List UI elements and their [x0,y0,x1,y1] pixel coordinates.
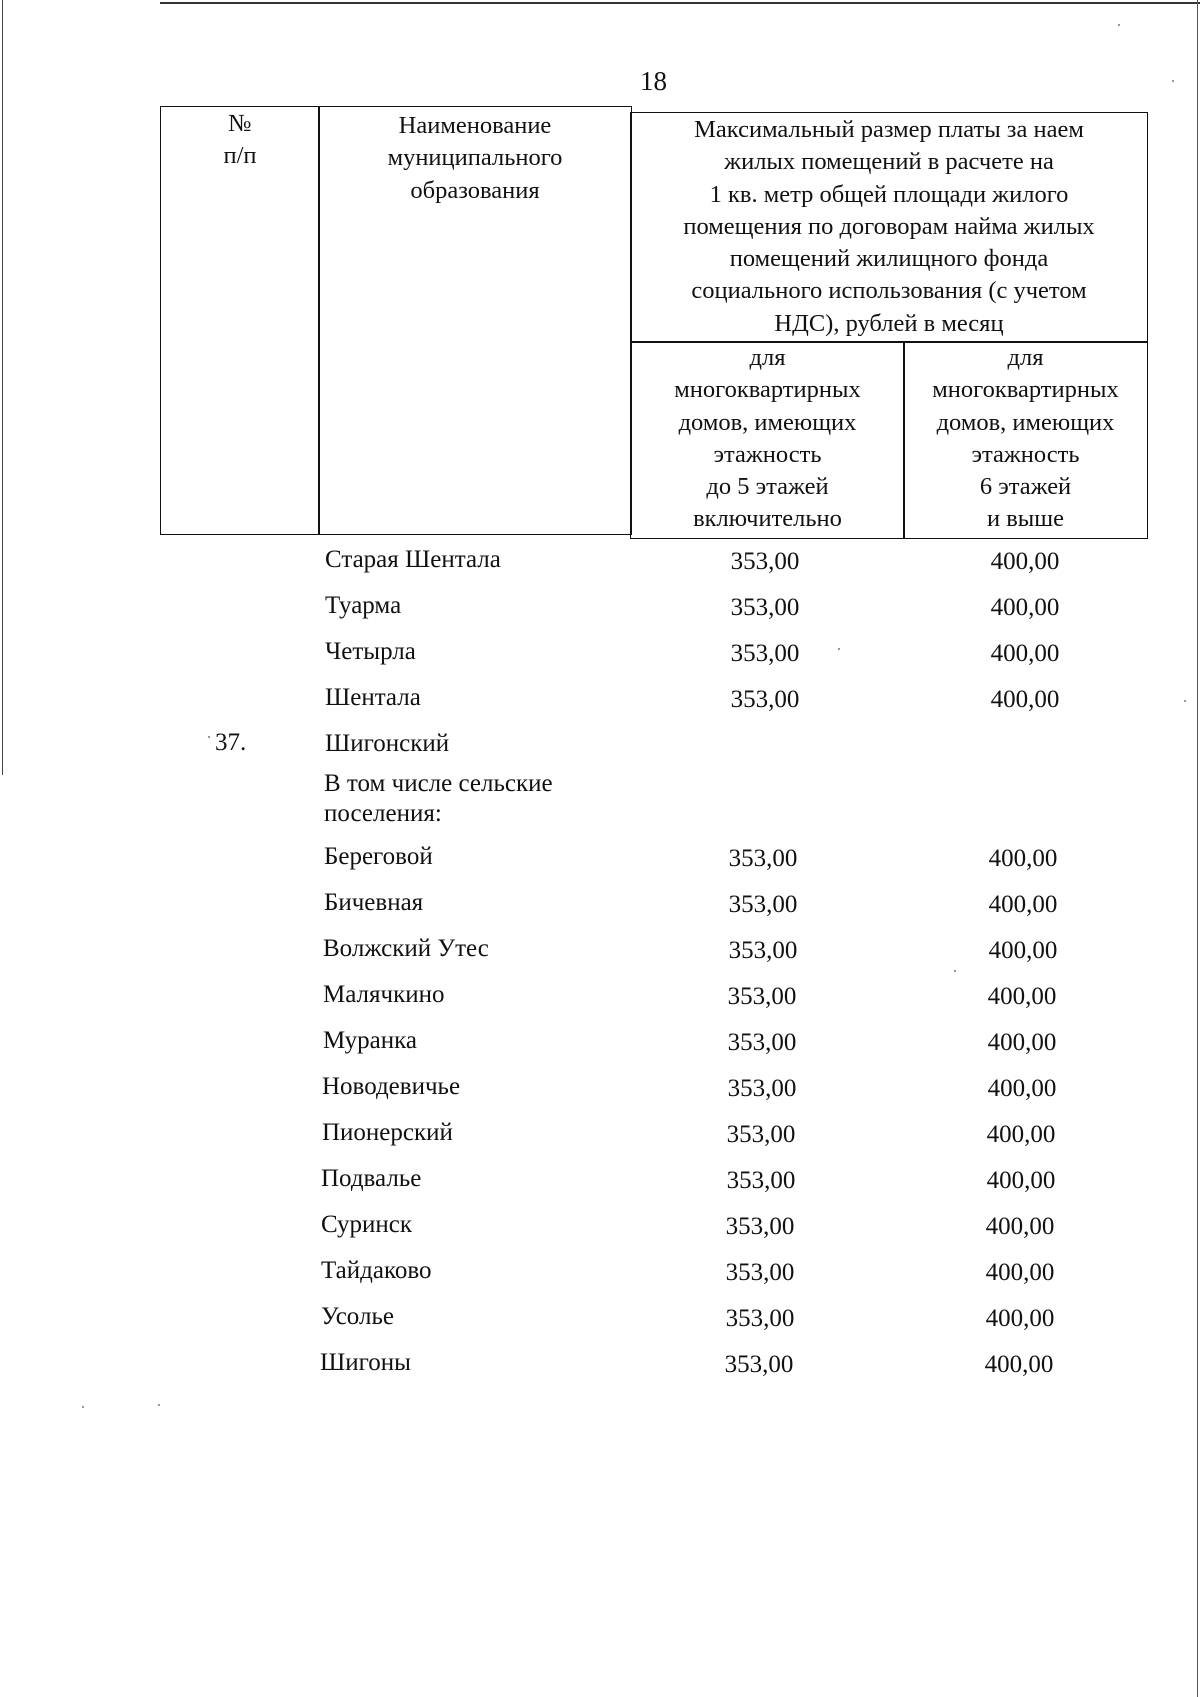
row-value-col1: 353,00 [726,1121,796,1148]
row-value-col2: 400,00 [986,1121,1056,1148]
row-name-line: поселения: [324,800,442,827]
scan-speck [1118,24,1120,26]
row-name [324,769,553,829]
header-max-line: помещения по договорам найма жилых [683,212,1095,240]
row-value-col2: 400,00 [987,1029,1057,1056]
header-sub-1-text [632,342,903,536]
header-sub-2-line: этажность [971,440,1080,468]
row-value-col1: 353,00 [730,548,800,575]
row-value-col1: 353,00 [728,937,798,964]
row-name: Тайдаково [321,1257,432,1284]
header-max-line: Максимальный размер платы за наем [694,116,1084,143]
row-name: Подвалье [321,1165,422,1192]
header-sub-2-line: и выше [986,505,1064,533]
row-value-col2: 400,00 [988,845,1058,872]
row-name: Муранка [323,1027,417,1054]
row-value-col1: 353,00 [728,845,798,872]
row-value-col2: 400,00 [984,1351,1054,1378]
row-name: Суринск [321,1211,413,1238]
row-name: Старая Шентала [325,546,501,573]
header-name-line: Наименование [398,112,552,139]
row-value-col1: 353,00 [727,983,797,1010]
header-number-line: № [228,110,252,137]
row-value-col2: 400,00 [987,983,1057,1010]
row-name: Усолье [321,1303,394,1330]
row-value-col1: 353,00 [725,1305,795,1332]
header-name-line: муниципального [387,144,563,172]
row-value-col2: 400,00 [986,1167,1056,1194]
row-name: Шигонский [325,730,450,757]
row-name: Береговой [324,843,433,870]
header-sub-1-line: многоквартирных [674,376,861,404]
row-value-col2: 400,00 [988,891,1058,918]
header-sub-1-line: до 5 этажей [706,473,829,501]
row-value-col1: 353,00 [724,1351,794,1378]
header-number-line: п/п [223,142,257,170]
row-name: Туарма [325,592,402,619]
row-value-col2: 400,00 [985,1259,1055,1286]
row-value-col1: 353,00 [730,686,800,713]
row-value-col2: 400,00 [988,937,1058,964]
row-value-col2: 400,00 [990,640,1060,667]
scan-speck [158,1404,160,1406]
header-sub-2-line: домов, имеющих [936,408,1115,436]
row-value-col1: 353,00 [730,594,800,621]
header-sub-2-line: многоквартирных [932,376,1119,404]
header-max-line: НДС), рублей в месяц [774,309,1004,337]
scan-edge-right [1197,0,1198,1697]
row-number: 37. [215,729,247,756]
header-sub-2-text [905,342,1146,536]
scan-speck [82,1406,84,1408]
row-name: Волжский Утес [323,935,489,962]
scan-speck [1184,700,1186,702]
row-name: Шигоны [320,1349,411,1376]
row-value-col1: 353,00 [726,1167,796,1194]
scan-speck [954,970,956,972]
row-value-col1: 353,00 [725,1213,795,1240]
row-value-col2: 400,00 [990,548,1060,575]
header-sub-2-line: 6 этажей [979,473,1072,501]
row-value-col1: 353,00 [727,1075,797,1102]
header-name-text [320,110,630,207]
header-max-line: жилых помещений в расчете на [724,148,1054,176]
row-value-col2: 400,00 [987,1075,1057,1102]
row-value-col1: 353,00 [725,1259,795,1286]
scan-speck [208,736,210,738]
row-value-col1: 353,00 [728,891,798,918]
scan-speck [838,648,840,650]
header-sub-1-line: этажность [713,440,822,468]
header-max-line: 1 кв. метр общей площади жилого [709,180,1069,208]
row-value-col2: 400,00 [985,1213,1055,1240]
row-value-col1: 353,00 [730,640,800,667]
header-max-text [632,114,1146,340]
row-value-col2: 400,00 [985,1305,1055,1332]
header-name-line: образования [410,176,540,204]
row-name: Шентала [325,684,421,711]
row-name: Пионерский [322,1119,453,1146]
scan-edge-top [160,2,1200,4]
scan-speck [1172,80,1174,82]
scan-edge-left [2,0,3,775]
row-name: Новодевичье [322,1073,461,1100]
header-max-line: помещений жилищного фонда [729,245,1049,273]
page-number: 18 [640,66,667,96]
row-name: Малячкино [323,981,445,1008]
row-value-col2: 400,00 [990,686,1060,713]
header-max-line: социального использования (с учетом [691,277,1087,305]
header-sub-2-line: для [1007,344,1044,371]
header-sub-1-line: домов, имеющих [678,408,857,436]
row-name-line: В том числе сельские [324,770,553,797]
header-sub-1-line: для [749,344,786,371]
row-value-col1: 353,00 [727,1029,797,1056]
row-name: Четырла [325,638,416,665]
row-value-col2: 400,00 [990,594,1060,621]
row-name: Бичевная [324,889,424,916]
header-number-text [162,108,318,173]
header-sub-1-line: включительно [693,505,842,533]
